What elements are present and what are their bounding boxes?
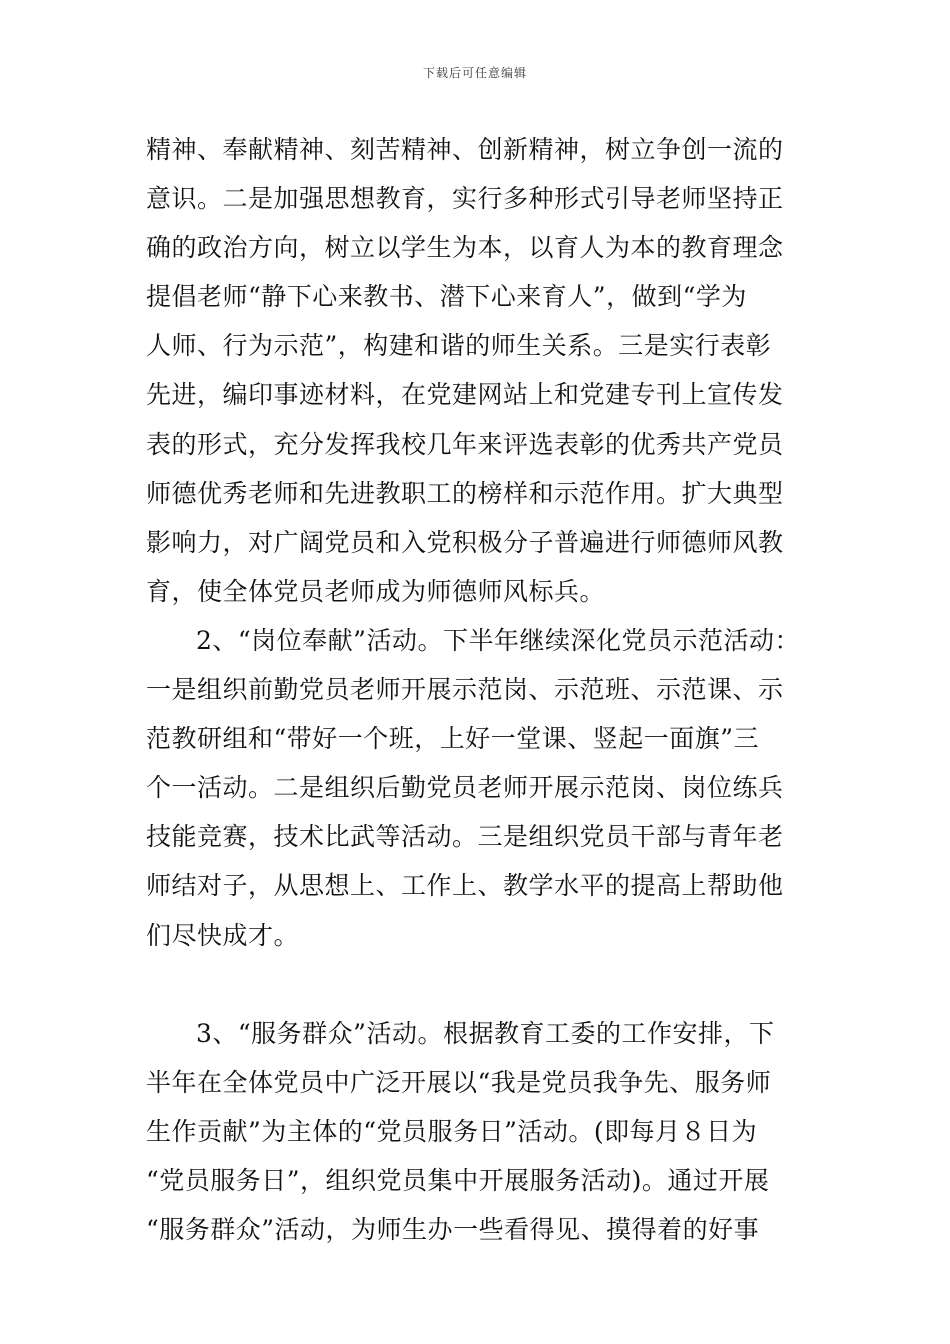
paragraph-1 [146, 125, 808, 616]
paragraph-3 [146, 1009, 808, 1254]
text-line: 表的形式，充分发挥我校几年来评选表彰的优秀共产党员 [146, 429, 784, 459]
text-line: 技能竞赛，技术比武等活动。三是组织党员干部与青年老 [146, 822, 784, 852]
text-line: 精神、奉献精神、刻苦精神、创新精神，树立争创一流的 [146, 135, 784, 164]
text-line: 确的政治方向，树立以学生为本，以育人为本的教育理念 [146, 233, 784, 263]
text-line: “党员服务日”，组织党员集中开展服务活动)。通过开展 [146, 1165, 770, 1195]
page-header: 下载后可任意编辑 [422, 66, 527, 80]
text-line: 一是组织前勤党员老师开展示范岗、示范班、示范课、示 [146, 675, 784, 705]
text-line: 范教研组和“带好一个班，上好一堂课、竖起一面旗”三 [146, 724, 760, 754]
text-line: 生作贡献”为主体的“党员服务日”活动。(即每月８日为 [146, 1116, 758, 1146]
text-line: 个一活动。二是组织后勤党员老师开展示范岗、岗位练兵 [146, 773, 784, 803]
text-line: “服务群众”活动，为师生办一些看得见、摸得着的好事 [146, 1215, 760, 1245]
text-line: 们尽快成才。 [146, 920, 300, 950]
paragraph-2 [146, 616, 808, 960]
text-line: 先进，编印事迹材料，在党建网站上和党建专刊上宣传发 [146, 380, 784, 410]
text-line: 提倡老师“静下心来教书、潜下心来育人”，做到“学为 [146, 282, 747, 312]
text-line: 师结对子，从思想上、工作上、教学水平的提高上帮助他 [146, 871, 784, 901]
text-line: 意识。二是加强思想教育，实行多种形式引导老师坚持正 [146, 184, 784, 214]
text-line: 2、“岗位奉献”活动。下半年继续深化党员示范活动： [196, 625, 800, 655]
text-line: 师德优秀老师和先进教职工的榜样和示范作用。扩大典型 [146, 478, 784, 508]
document-body [146, 125, 808, 1254]
text-line: 人师、行为示范”，构建和谐的师生关系。三是实行表彰 [146, 331, 772, 361]
text-line: 半年在全体党员中广泛开展以“我是党员我争先、服务师 [146, 1067, 772, 1097]
text-line: 3、“服务群众”活动。根据教育工委的工作安排，下 [196, 1018, 775, 1048]
text-line: 育，使全体党员老师成为师德师风标兵。 [146, 576, 606, 606]
paragraph-spacer [146, 960, 808, 1009]
text-line: 影响力，对广阔党员和入党积极分子普遍进行师德师风教 [146, 527, 784, 557]
